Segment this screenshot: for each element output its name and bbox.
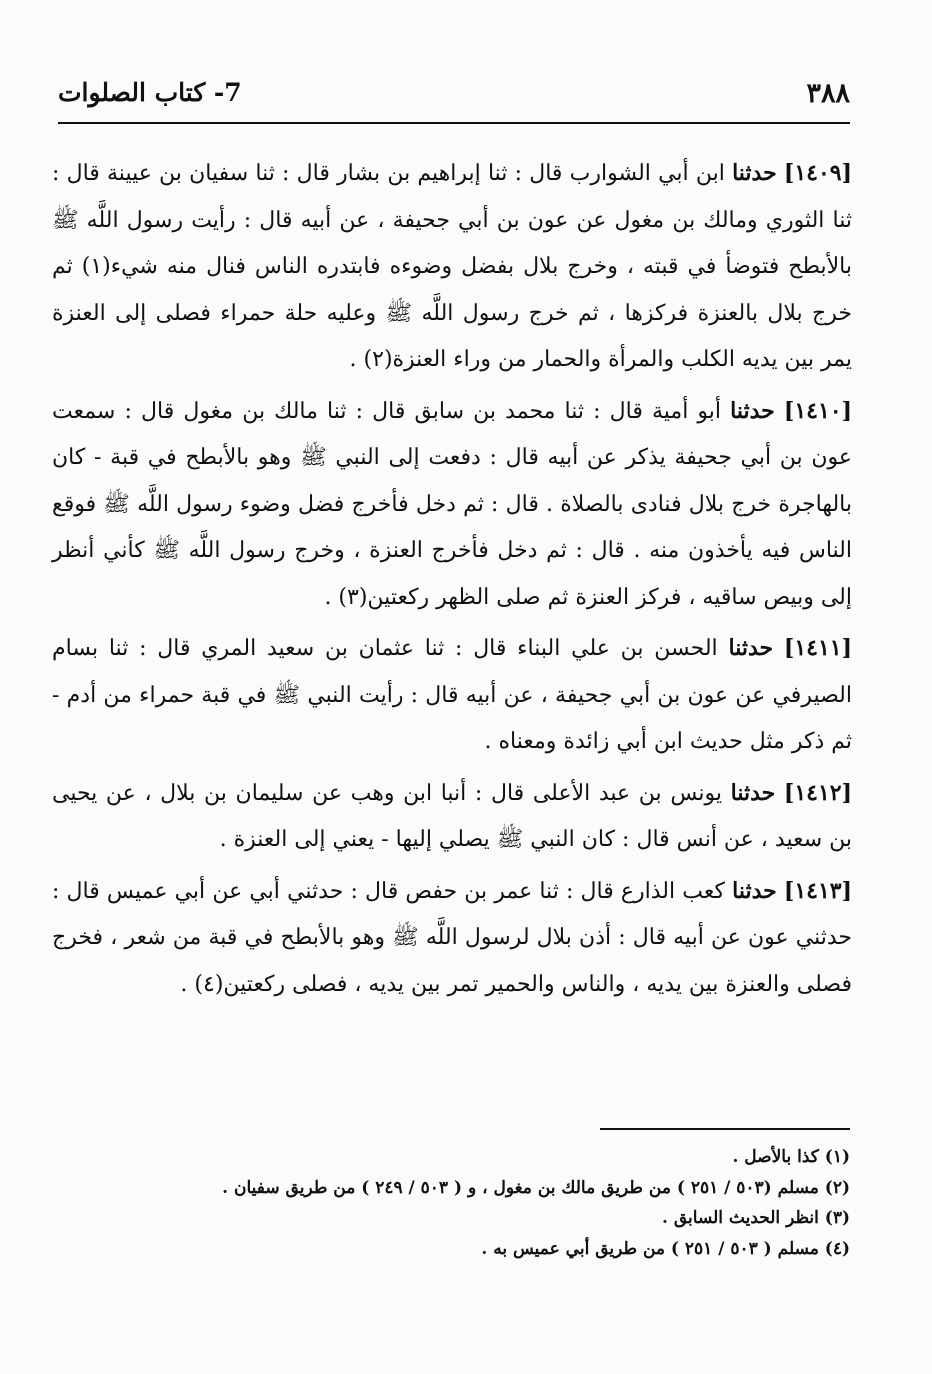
- hadith-text: يونس بن عبد الأعلى قال : أنبا ابن وهب عن سليمان بن بلال ، عن يحيى بن سعيد ، عن أنس قال : كان النبي ﷺ يصلي إليها - يعني إلى العنزة .: [52, 780, 852, 852]
- page-header: [58, 72, 850, 124]
- footnote-divider: [600, 1128, 850, 1130]
- hadith-paragraph: [52, 150, 852, 384]
- hadith-text: كعب الذارع قال : ثنا عمر بن حفص قال : حدثني أبي عن أبي عميس قال : حدثني عون عن أبيه قال : أذن بلال لرسول اللَّه ﷺ وهو بالأبطح في قبة من شعر ، فخرج فصلى والعنزة بين يديه ، والناس والحمير تمر بين يديه ، فصلى ركعتين(٤) .: [52, 878, 852, 997]
- hadith-body: [52, 150, 852, 1012]
- hadith-lead: حدثنا: [732, 160, 777, 186]
- hadith-text: الحسن بن علي البناء قال : ثنا عثمان بن سعيد المري قال : ثنا بسام الصيرفي عن عون بن أبي جحيفة ، عن أبيه قال : رأيت النبي ﷺ في قبة حمراء من أدم - ثم ذكر مثل حديث ابن أبي زائدة ومعناه .: [52, 636, 852, 754]
- footnote: (٣) انظر الحديث السابق .: [662, 1208, 850, 1228]
- hadith-number: [١٤١٠]: [783, 397, 853, 424]
- hadith-lead: حدثنا: [730, 397, 775, 424]
- hadith-text: أبو أمية قال : ثنا محمد بن سابق قال : ثنا مالك بن مغول قال : سمعت عون بن أبي جحيفة يذكر عن أبيه قال : دفعت إلى النبي ﷺ وهو بالأبطح في قبة - كان بالهاجرة خرج بلال فنادى بالصلاة . قال : ثم دخل فأخرج فضل وضوء رسول اللَّه ﷺ فوقع الناس فيه يأخذون منه . قال : ثم دخل فأخرج العنزة ، وخرج رسول اللَّه ﷺ كأني أنظر إلى وبيص ساقيه ، فركز العنزة ثم صلى الظهر ركعتين(٣) .: [52, 398, 852, 610]
- hadith-number: [١٤١٣]: [783, 877, 852, 904]
- footnotes: [90, 1142, 850, 1264]
- chapter-title: 7- كتاب الصلوات: [58, 78, 242, 107]
- hadith-paragraph: [52, 770, 852, 864]
- hadith-lead: حدثنا: [728, 635, 774, 661]
- hadith-paragraph: [52, 625, 852, 766]
- hadith-number: [١٤١٢]: [783, 779, 852, 806]
- hadith-number: [١٤٠٩]: [783, 160, 852, 186]
- page-number: ٣٨٨: [806, 78, 850, 109]
- footnote: (١) كذا بالأصل .: [732, 1147, 850, 1167]
- hadith-lead: حدثنا: [732, 877, 777, 904]
- hadith-number: [١٤١١]: [783, 635, 853, 661]
- hadith-lead: حدثنا: [730, 779, 776, 806]
- footnote: (٢) مسلم (٥٠٣ / ٢٥١ ) من طريق مالك بن مغول ، و ( ٥٠٣ / ٢٤٩ ) من طريق سفيان .: [222, 1177, 850, 1198]
- hadith-paragraph: [52, 868, 852, 1009]
- hadith-paragraph: [52, 388, 852, 622]
- hadith-text: ابن أبي الشوارب قال : ثنا إبراهيم بن بشار قال : ثنا سفيان بن عيينة قال : ثنا الثوري ومالك بن مغول عن عون بن أبي جحيفة ، عن أبيه قال : رأيت رسول اللَّه ﷺ بالأبطح فتوضأ في قبته ، وخرج بلال بفضل وضوءه فابتدره الناس فنال منه شيء(١) ثم خرج بلال بالعنزة فركزها ، ثم خرج رسول اللَّه ﷺ وعليه حلة حمراء فصلى إلى العنزة يمر بين يديه الكلب والمرأة والحمار من وراء العنزة(٢) .: [52, 161, 852, 372]
- footnote: (٤) مسلم ( ٥٠٣ / ٢٥١ ) من طريق أبي عميس به .: [481, 1238, 850, 1259]
